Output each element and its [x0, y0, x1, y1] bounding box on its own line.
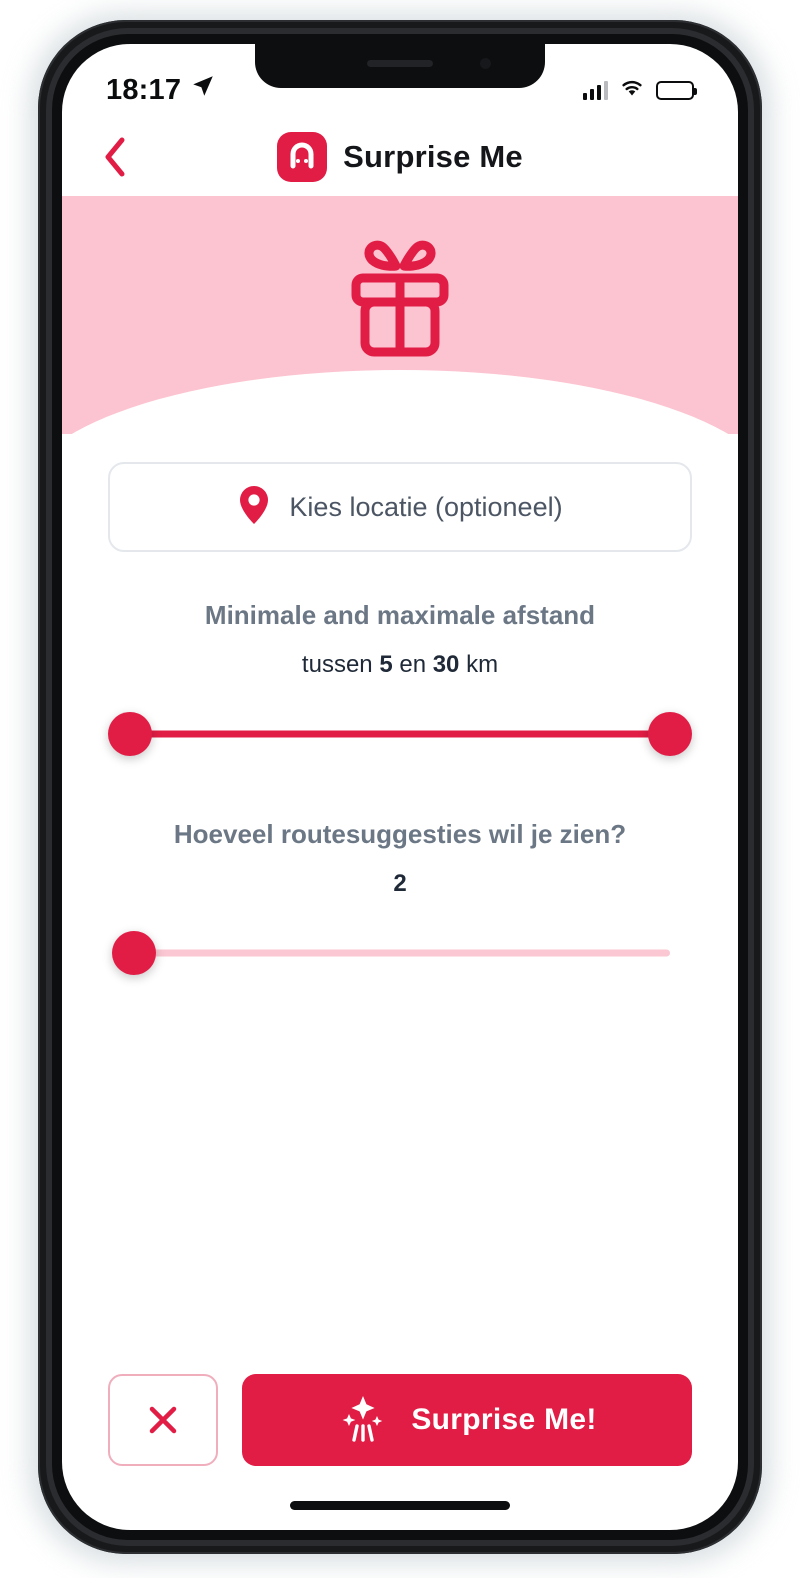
surprise-me-label: Surprise Me! [411, 1403, 597, 1436]
notch [255, 44, 545, 88]
sparkles-icon [337, 1392, 389, 1449]
distance-value-max: 30 [432, 651, 460, 678]
footer-actions [62, 1374, 738, 1466]
back-button[interactable] [90, 132, 140, 182]
surprise-me-button[interactable] [242, 1374, 692, 1466]
chevron-left-icon [102, 136, 128, 178]
distance-section-value [108, 651, 692, 679]
home-indicator[interactable] [290, 1501, 510, 1510]
distance-range-slider[interactable] [108, 711, 692, 757]
distance-slider-knob-max[interactable] [648, 712, 692, 756]
phone-bezel-inner [52, 34, 748, 1540]
distance-value-middle: en [392, 651, 433, 678]
app-header [62, 118, 738, 196]
distance-value-min: 5 [379, 651, 393, 678]
map-pin-icon [237, 484, 271, 531]
form-body [62, 434, 738, 1374]
suggestions-section-value: 2 [393, 870, 407, 897]
distance-section-title: Minimale and maximale afstand [204, 600, 596, 630]
gift-icon [332, 238, 468, 369]
suggestions-slider-knob[interactable] [112, 931, 156, 975]
phone-bezel-mid [46, 28, 754, 1546]
distance-value-prefix: tussen [301, 651, 380, 678]
wifi-icon [619, 78, 645, 103]
battery-icon [656, 81, 694, 100]
front-camera [480, 58, 491, 69]
suggestions-slider-track [130, 950, 670, 957]
close-icon [144, 1401, 182, 1439]
distance-slider-fill [130, 731, 670, 738]
distance-slider-knob-min[interactable] [108, 712, 152, 756]
status-indicators [583, 78, 694, 103]
app-logo-icon [277, 132, 327, 182]
location-arrow-icon [190, 73, 216, 107]
phone-frame [38, 20, 762, 1554]
header-title-group [277, 132, 523, 182]
hero-banner [62, 196, 738, 434]
page-title: Surprise Me [343, 139, 523, 174]
status-time: 18:17 [106, 73, 182, 106]
suggestions-section-title: Hoeveel routesuggesties wil je zien? [173, 819, 627, 849]
suggestions-slider[interactable] [108, 930, 692, 976]
phone-screen [62, 44, 738, 1530]
cancel-button[interactable] [108, 1374, 218, 1466]
location-picker-label: Kies locatie (optioneel) [289, 491, 563, 522]
status-time-group [106, 73, 216, 107]
earpiece-speaker [367, 60, 433, 67]
cellular-signal-icon [583, 81, 608, 100]
location-picker-button[interactable] [108, 462, 692, 552]
distance-value-suffix: km [459, 651, 499, 678]
